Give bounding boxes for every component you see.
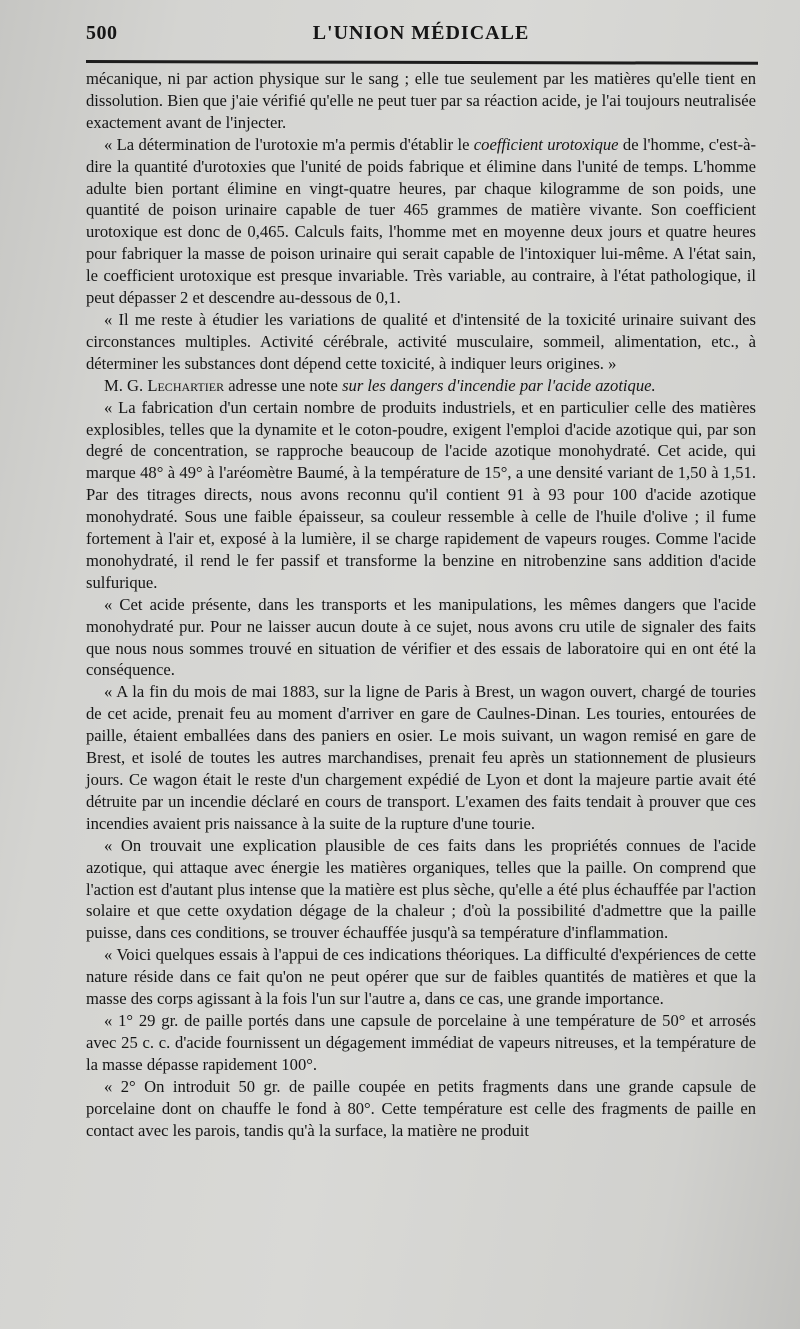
paragraph: « Cet acide présente, dans les transports et les manipulations, les mêmes dangers que l'acide monohydraté pur. Pour ne laisser aucun doute à ce sujet, nous avons cru utile de signaler des faits que nous nous sommes trouvé en situation de vérifier et des essais de laboratoire qui en ont été la conséquence. — [86, 594, 756, 680]
emphasized-term: coefficient urotoxique — [473, 134, 619, 154]
paragraph-text: de l'homme, c'est-à-dire la quantité d'urotoxies que l'unité de poids fabrique et élimine dans l'unité de temps. L'homme adulte bien portant élimine en vingt-quatre heures, par chaque kilogramme de son poids, une quantité de poison urinaire capable de tuer 465 grammes de matière vivante. Son coefficient urotoxique est donc de 0,465. Calculs faits, l'homme met en moyenne deux jours et quatre heures pour fabriquer la masse de poison urinaire qui serait capable de l'intoxiquer lui-même. A l'état sain, le coefficient urotoxique est presque invariable. Très variable, au contraire, à l'état pathologique, il peut dépasser 2 et descendre au-dessous de 0,1. — [86, 134, 757, 308]
page-header — [86, 22, 756, 52]
paragraph — [86, 375, 756, 397]
page-number: 500 — [86, 22, 118, 44]
note-title: sur les dangers d'incendie par l'acide azotique. — [342, 375, 656, 395]
paragraph — [86, 134, 756, 309]
paragraph-text: « La détermination de l'urotoxie m'a permis d'établir le — [104, 134, 474, 154]
paragraph: « La fabrication d'un certain nombre de produits industriels, et en particulier celle des matières explosibles, telles que la dynamite et le coton-poudre, exigent l'emploi d'acide azotique qui, par son degré de concentration, se rapproche beaucoup de l'acide azotique monohydraté. Cet acide, qui marque 48° à 49° à l'aréomètre Baumé, à la température de 15°, a une densité variant de 1,50 à 1,51. Par des titrages directs, nous avons reconnu qu'il contient 91 à 93 pour 100 d'acide azotique monohydraté. Sous une faible épaisseur, sa couleur ressemble à celle de l'huile d'olive ; il fume fortement à l'air et, exposé à la lumière, il se charge rapidement de vapeurs rouges. Comme l'acide monohydraté, il rend le fer passif et transforme la benzine en nitrobenzine sans addition d'acide sulfurique. — [86, 397, 756, 592]
header-rule — [86, 60, 758, 65]
paragraph: « Il me reste à étudier les variations de qualité et d'intensité de la toxicité urinaire suivant des circonstances multiples. Activité cérébrale, activité musculaire, sommeil, alimentation, etc., à déterminer les substances dont dépend cette toxicité, à indiquer leurs origines. » — [86, 309, 756, 373]
paragraph: « 2° On introduit 50 gr. de paille coupée en petits fragments dans une grande capsule de porcelaine dont on chauffe le fond à 80°. Cette température est celle des fragments de paille en contact avec les parois, tandis qu'à la surface, la matière ne produit — [86, 1076, 756, 1140]
paragraph: « On trouvait une explication plausible de ces faits dans les propriétés connues de l'acide azotique, qui attaque avec énergie les matières organiques, telles que la paille. On comprend que l'action est d'autant plus intense que la matière est plus sèche, qu'elle a été plus échauffée par l'action solaire et que cette oxydation dégage de la chaleur ; d'où la possibilité d'admettre que la paille puisse, dans ces conditions, se trouver échauffée jusqu'à sa température d'inflammation. — [86, 835, 756, 943]
paragraph: « 1° 29 gr. de paille portés dans une capsule de porcelaine à une température de 50° et arrosés avec 25 c. c. d'acide fournissent un dégagement immédiat de vapeurs nitreuses, et la température de la masse dépasse rapidement 100°. — [86, 1010, 756, 1074]
paragraph: mécanique, ni par action physique sur le sang ; elle tue seulement par les matières qu'elle tient en dissolution. Bien que j'aie vérifié qu'elle ne peut tuer par sa réaction acide, je l'ai toujours neutralisée exactement avant de l'injecter. — [86, 69, 756, 132]
paragraph: « A la fin du mois de mai 1883, sur la ligne de Paris à Brest, un wagon ouvert, chargé de touries de cet acide, prenait feu au moment d'arriver en gare de Caulnes-Dinan. Les touries, entourées de paille, étaient emballées dans des paniers en osier. Le mois suivant, un wagon remisé en gare de Brest, et isolé de toutes les autres marchandises, prenait feu après un stationnement de plusieurs jours. Ce wagon était le reste d'un chargement expédié de Lyon et dont la majeure partie avait été détruite par un incendie déclaré en cours de transport. L'examen des faits tendait à prouver que ces incendies avaient pris naissance à la suite de la rupture d'une tourie. — [86, 682, 756, 833]
author-name: Lechartier — [147, 375, 225, 395]
paragraph-text: adresse une note — [224, 375, 343, 395]
paragraph-text: M. G. — [104, 375, 148, 395]
paragraph: « Voici quelques essais à l'appui de ces indications théoriques. La difficulté d'expériences de cette nature réside dans ce fait qu'on ne peut opérer que sur de faibles quantités de matières et que la masse des corps agissant à la fois l'un sur l'autre a, dans ce cas, une grande importance. — [86, 945, 756, 1009]
running-title: L'UNION MÉDICALE — [312, 22, 530, 44]
body-text — [86, 68, 756, 1141]
